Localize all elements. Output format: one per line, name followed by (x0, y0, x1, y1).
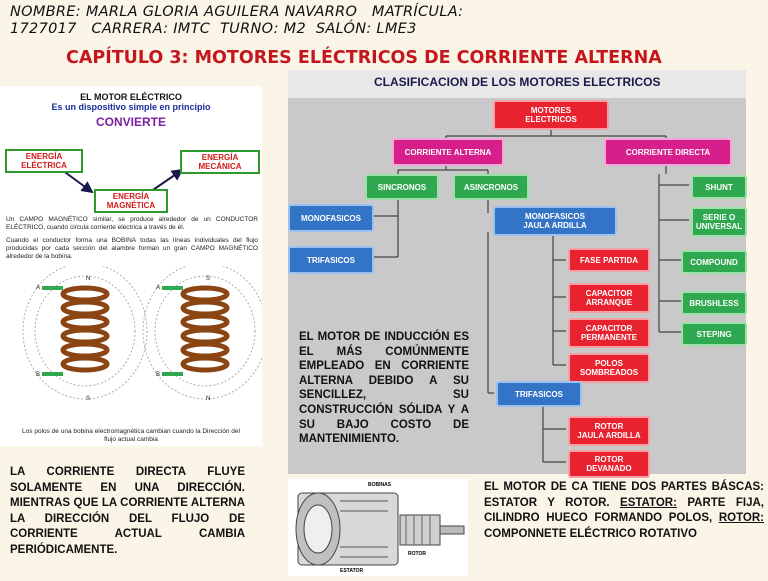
node-serie-universal: SERIE O UNIVERSAL (691, 207, 747, 237)
induction-motor-text: EL MOTOR DE INDUCCIÓN ES EL MÁS COMÚNMENTE EMPLEADO EN CORRIENTE ALTERNA DEBIDO A SU SENCILLEZ, SU CONSTRUCCIÓN SÓLIDA Y A SU BAJO COSTO DE MANTENIMIENTO. (299, 331, 469, 446)
figure-paragraph-2: Cuando el conductor forma una BOBINA todas las líneas individuales del flujo producidas por cada sección del alambre forman un gran CAMPO MAGNÉTICO alrededor de la bobina. (6, 237, 258, 260)
coil-label-n1: N (86, 276, 91, 282)
coil-label-b1: B (36, 372, 41, 378)
node-trifasicos-sincronos: TRIFASICOS (288, 246, 374, 274)
node-monofasicos: MONOFASICOS (288, 204, 374, 232)
node-capacitor-arranque: CAPACITOR ARRANQUE (568, 283, 650, 313)
node-motores-electricos: MOTORES ELECTRICOS (493, 100, 609, 130)
current-direction-text: LA CORRIENTE DIRECTA FLUYE SOLAMENTE EN UNA DIRECCIÓN. MIENTRAS QUE LA CORRIENTE ALTERNA LA DIRECCIÓN DEL FLUJO DE CORRIENTE ACTUAL CAMBIA PERIÓDICAMENTE. (10, 466, 245, 556)
student-info (10, 4, 570, 38)
box-energia-mecanica: ENERGÍA MECÁNICA (180, 150, 260, 174)
label-bobinas: BOBINAS (368, 482, 392, 488)
node-fase-partida: FASE PARTIDA (568, 248, 650, 272)
node-asincronos: ASINCRONOS (453, 174, 529, 200)
coil-label-s2: S (206, 276, 211, 282)
node-sincronos: SINCRONOS (365, 174, 439, 200)
estator-label: ESTATOR: (620, 496, 677, 509)
student-info-line1: NOMBRE: MARLA GLORIA AGUILERA NAVARRO MATRÍCULA: (10, 4, 464, 20)
rotor-description: COMPONNETE ELÉCTRICO ROTATIVO (484, 527, 697, 540)
figure-subheading: Es un dispositivo simple en principio (51, 102, 211, 112)
figure-paragraph-1: Un CAMPO MAGNÉTICO similar, se produce alrededor de un CONDUCTOR ELÉCTRICO, cuando circula corriente eléctrica a través de él. (6, 216, 258, 231)
coil-caption: Los polos de una bobina electromagnética cambian cuando la Dirección del flujo actual cambia (22, 428, 240, 443)
motor-parts-text (484, 480, 764, 542)
rotor-label: ROTOR: (718, 512, 764, 524)
student-info-line2: 1727017 CARRERA: IMTC TURNO: M2 SALÓN: LME3 (10, 21, 417, 37)
node-brushless: BRUSHLESS (681, 291, 747, 315)
node-rotor-jaula-ardilla: ROTOR JAULA ARDILLA (568, 416, 650, 446)
box-energia-magnetica: ENERGÍA MAGNÉTICA (94, 189, 168, 213)
box-energia-electrica: ENERGÍA ELÉCTRICA (5, 149, 83, 173)
estator-description: PARTE FIJA, CILINDRO HUECO FORMANDO POLOS, (484, 496, 764, 524)
node-corriente-alterna: CORRIENTE ALTERNA (392, 138, 504, 166)
node-trifasicos-asincronos: TRIFASICOS (496, 381, 582, 407)
page-title: CAPÍTULO 3: MOTORES ELÉCTRICOS DE CORRIENTE ALTERNA (66, 48, 662, 68)
label-estator: ESTATOR (340, 568, 364, 574)
coil-label-a1: A (36, 285, 41, 291)
figure-heading: EL MOTOR ELÉCTRICO (80, 92, 182, 102)
node-capacitor-permanente: CAPACITOR PERMANENTE (568, 318, 650, 348)
diagram-title: CLASIFICACION DE LOS MOTORES ELECTRICOS (374, 75, 661, 89)
ac-motor-image (288, 479, 468, 576)
node-monofasicos-jaula-ardilla: MONOFASICOS JAULA ARDILLA (493, 206, 617, 236)
node-rotor-devanado: ROTOR DEVANADO (568, 450, 650, 478)
motor-parts-intro: EL MOTOR DE CA TIENE DOS PARTES BÁSCAS: ESTATOR Y ROTOR. (484, 481, 764, 509)
label-rotor: ROTOR (408, 551, 426, 557)
coil-label-s1: S (86, 396, 91, 402)
node-corriente-directa: CORRIENTE DIRECTA (604, 138, 732, 166)
motor-cutaway-drawing (288, 479, 468, 576)
coil-label-n2: N (206, 396, 211, 402)
coil-label-b2: B (156, 372, 161, 378)
electric-motor-figure (0, 86, 262, 446)
coil-label-a2: A (156, 285, 161, 291)
node-shunt: SHUNT (691, 175, 747, 199)
node-steping: STEPING (681, 322, 747, 346)
node-polos-sombreados: POLOS SOMBREADOS (568, 353, 650, 383)
figure-converts: CONVIERTE (95, 115, 166, 129)
node-compound: COMPOUND (681, 250, 747, 274)
